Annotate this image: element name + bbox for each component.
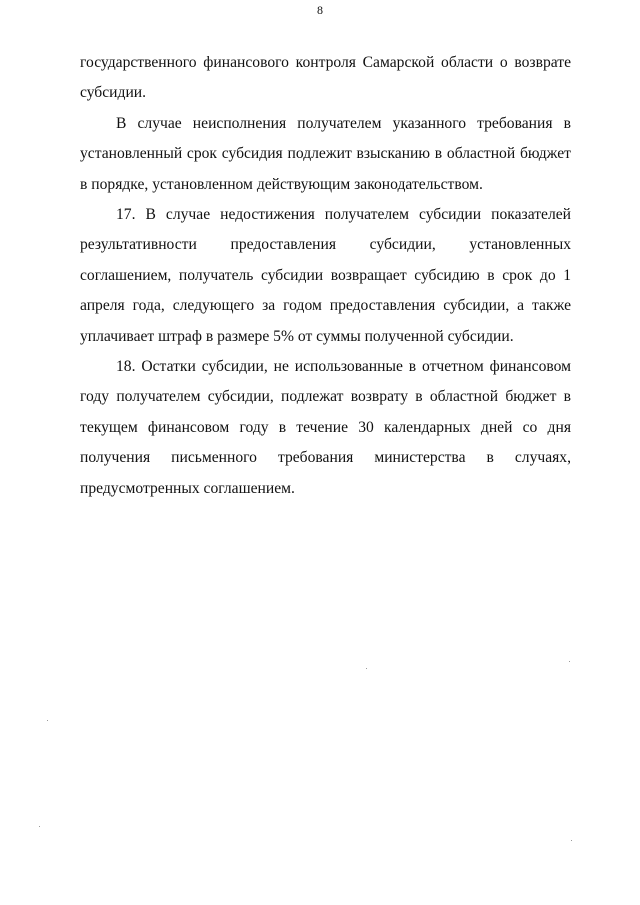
- scan-speck: [366, 668, 367, 669]
- paragraph-18-tail: предусмотренных соглашением.: [80, 479, 295, 497]
- document-body: [80, 48, 571, 504]
- paragraph-17: 17. В случае недостижения получателем субсидии показателей результативности предоставления субсидии, установленных соглашением, получатель субсидии возвращает субсидию в срок до 1 апреля года, следующего за годом предоставления субсидии, а также уплачивает штраф в размере 5% от суммы полученной субсидии.: [80, 206, 571, 345]
- paragraph-18-main: 18. Остатки субсидии, не использованные в отчетном финансовом году получателем субсидии, подлежат возврату в областной бюджет в текущем финансовом году в течение 30 календарных дней со дня получения письменного требования министерства в случаях,: [80, 358, 571, 467]
- page-number: 8: [317, 3, 323, 17]
- paragraph-continuation: государственного финансового контроля Самарской области о возврате субсидии.: [80, 54, 571, 102]
- scan-speck: [569, 661, 570, 662]
- paragraph-18: [80, 352, 571, 504]
- scan-speck: [47, 720, 48, 721]
- scan-speck: [39, 826, 40, 827]
- paragraph-non-fulfillment: В случае неисполнения получателем указанного требования в установленный срок субсидия подлежит взысканию в областной бюджет в порядке, установленном действующим законодательством.: [80, 114, 571, 193]
- scan-speck: [571, 840, 572, 841]
